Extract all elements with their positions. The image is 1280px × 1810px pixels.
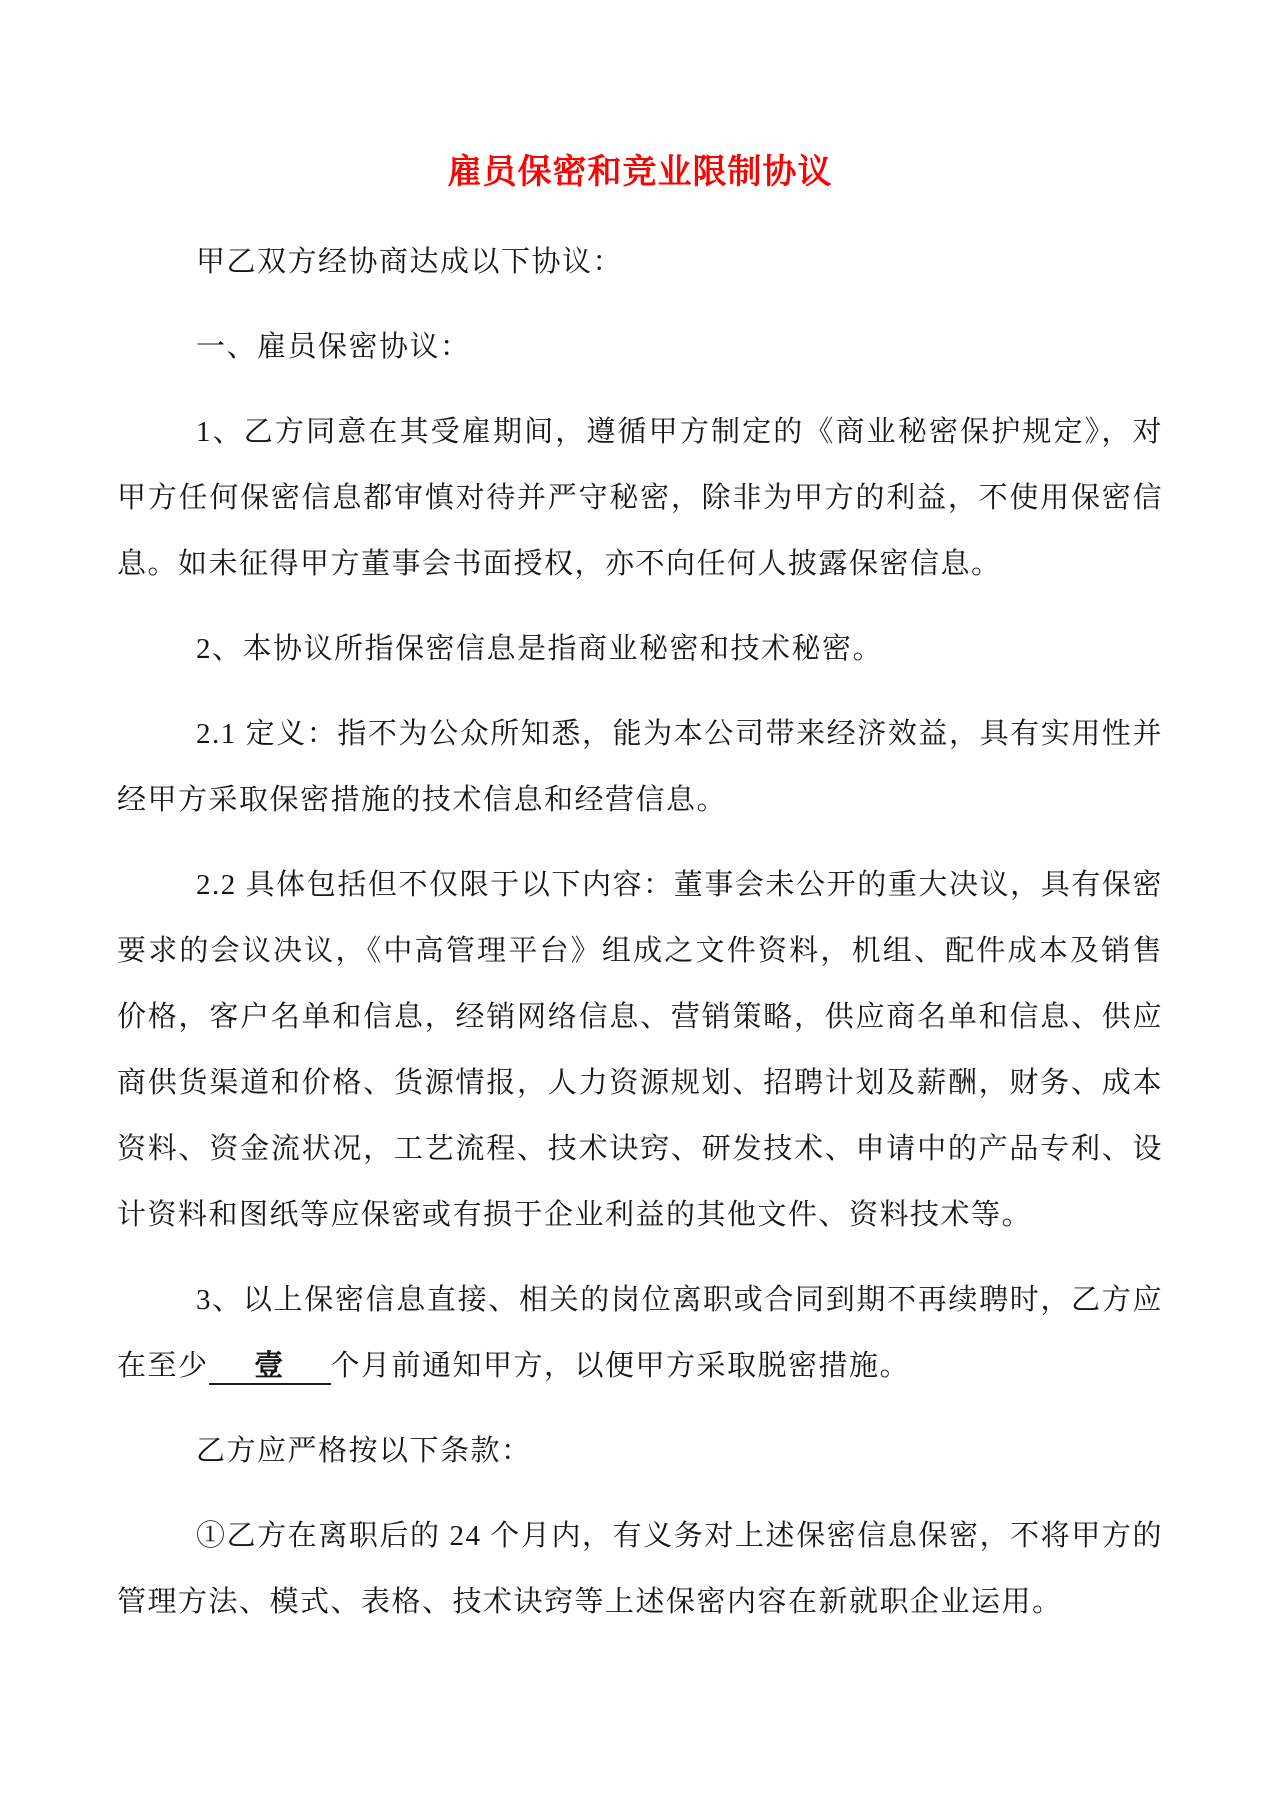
clause-circle-1: ①乙方在离职后的 24 个月内，有义务对上述保密信息保密，不将甲方的管理方法、模式、表格、技术诀窍等上述保密内容在新就职企业运用。 (117, 1519, 1163, 1618)
clause-2-2-scope: 2.2 具体包括但不仅限于以下内容：董事会未公开的重大决议，具有保密要求的会议决议，《中高管理平台》组成之文件资料，机组、配件成本及销售价格，客户名单和信息，经销网络信息、营销策略，供应商名单和信息、供应商供货渠道和价格、货源情报，人力资源规划、招聘计划及薪酬，财务、成本资料、资金流状况，工艺流程、技术诀窍、研发技术、申请中的产品专利、设计资料和图纸等应保密或有损于企业利益的其他文件、资料技术等。 (117, 868, 1163, 1231)
document-body (0, 229, 1280, 1635)
clause-3-text-after: 个月前通知甲方，以便甲方采取脱密措施。 (330, 1349, 911, 1382)
notice-period-blank-fill: 壹 (209, 1350, 331, 1385)
section-1-heading: 一、雇员保密协议： (196, 330, 471, 363)
clause-3-notice-period (117, 1267, 1163, 1399)
clause-2: 2、本协议所指保密信息是指商业秘密和技术秘密。 (196, 632, 884, 665)
clause-2-1-definition: 2.1 定义：指不为公众所知悉，能为本公司带来经济效益，具有实用性并经甲方采取保密措施的技术信息和经营信息。 (117, 717, 1163, 816)
clause-3-text-before: 3、以上保密信息直接、相关的岗位离职或合同到期不再续聘时，乙方应在至少 (117, 1283, 1163, 1382)
paragraph-intro: 甲乙双方经协商达成以下协议： (196, 245, 624, 278)
terms-heading: 乙方应严格按以下条款： (196, 1434, 532, 1467)
document-title: 雇员保密和竞业限制协议 (447, 153, 833, 191)
clause-1: 1、乙方同意在其受雇期间，遵循甲方制定的《商业秘密保护规定》，对甲方任何保密信息都审慎对待并严守秘密，除非为甲方的利益，不使用保密信息。如未征得甲方董事会书面授权，亦不向任何人披露保密信息。 (117, 415, 1163, 580)
